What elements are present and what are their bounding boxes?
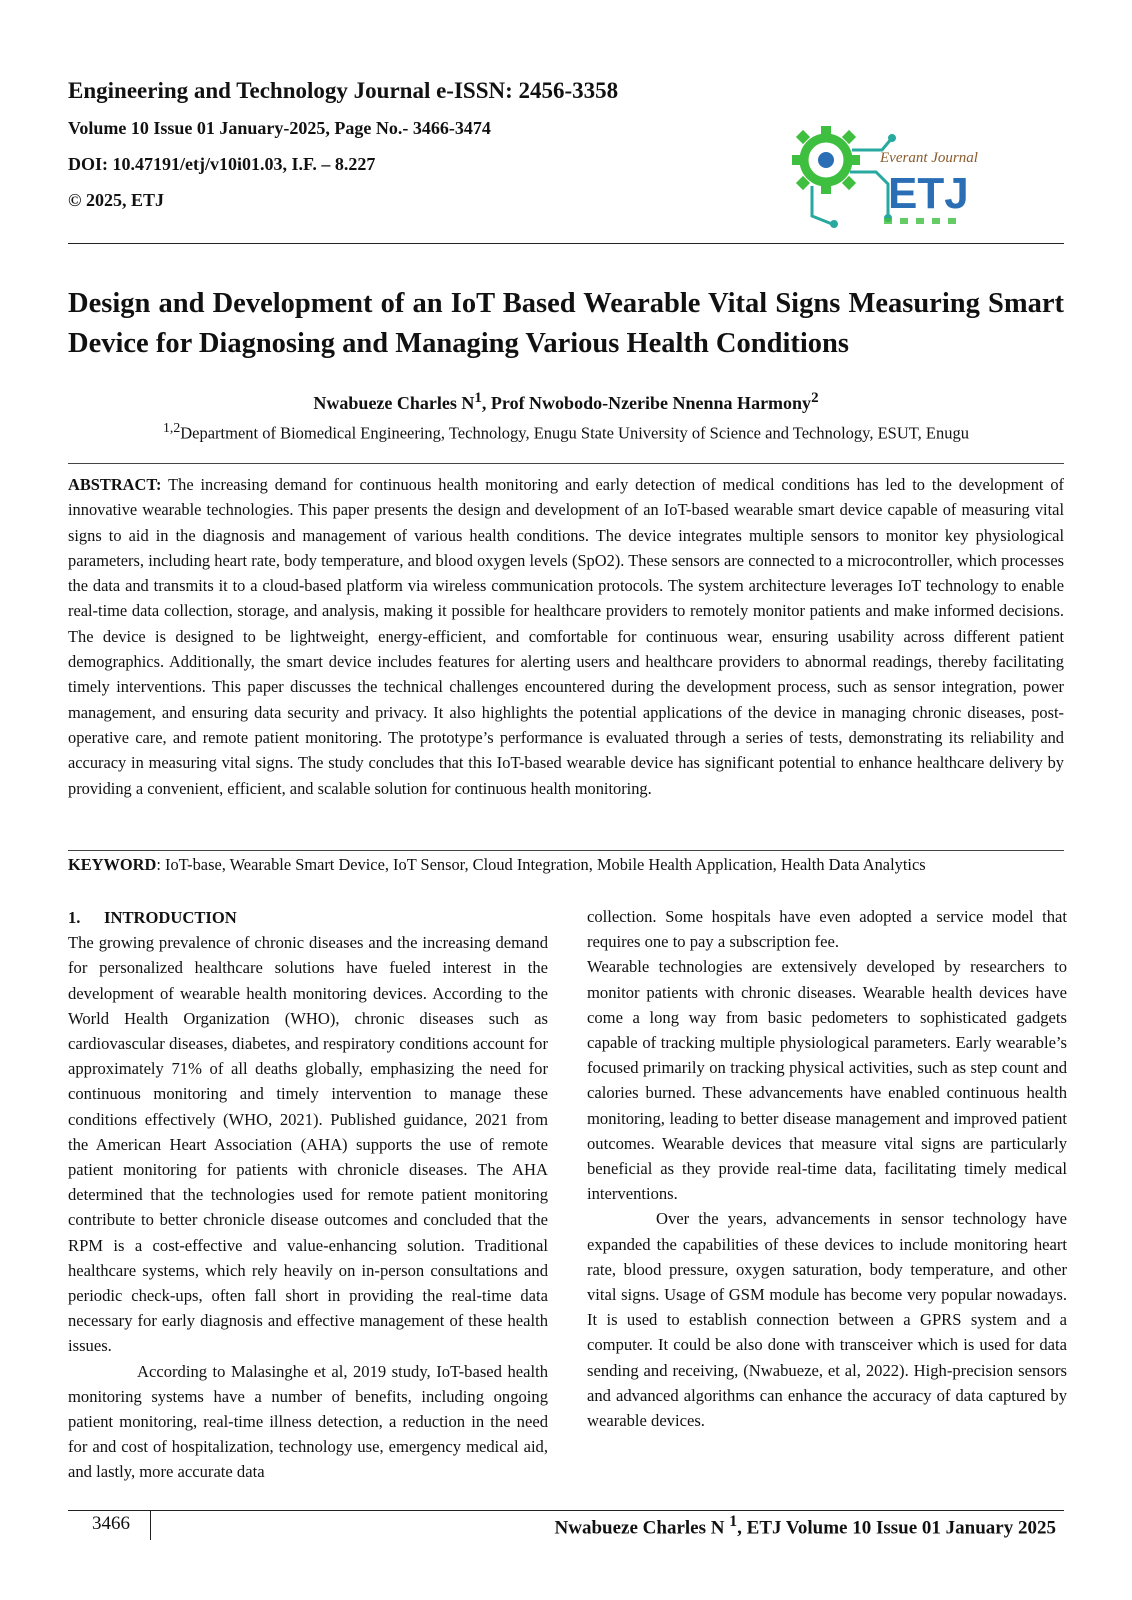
footer-author: Nwabueze Charles N xyxy=(554,1517,730,1539)
section-title: INTRODUCTION xyxy=(104,908,237,927)
etj-logo-icon xyxy=(792,120,1020,232)
intro-paragraph-3: collection. Some hospitals have even adopted a service model that requires one to pay a subscription fee. xyxy=(587,907,1067,952)
keyword-text: : IoT-base, Wearable Smart Device, IoT Sensor, Cloud Integration, Mobile Health Application, Health Data Analytics xyxy=(156,855,926,874)
doi-info: DOI: 10.47191/etj/v10i01.03, I.F. – 8.227 xyxy=(68,154,376,174)
keyword-divider xyxy=(68,850,1064,851)
paper-title: Design and Development of an IoT Based Wearable Vital Signs Measuring Smart Device for Diagnosing and Managing Various Health Conditions xyxy=(68,288,1064,359)
footer-sup: 1 xyxy=(729,1513,738,1530)
affiliation xyxy=(0,420,1132,444)
running-footer xyxy=(555,1513,1056,1539)
footer-separator xyxy=(150,1510,151,1540)
intro-paragraph-5: Over the years, advancements in sensor technology have expanded the capabilities of these devices to include monitoring heart rate, blood pressure, oxygen saturation, body temperature, and other vital signs. Usage of GSM module has become very popular nowadays. It is used to establish connection between a GPRS system and a computer. It could be also done with transceiver which is used for data sending and receiving, (Nwabueze, et al, 2022). High-precision sensors and advanced algorithms can enhance the accuracy of data captured by wearable devices. xyxy=(587,1209,1067,1431)
svg-text:Everant Journal: Everant Journal xyxy=(880,150,978,166)
keyword-label: KEYWORD xyxy=(68,855,157,874)
author-2-sup: 2 xyxy=(811,390,819,406)
header-divider xyxy=(68,243,1064,244)
keywords xyxy=(68,855,1068,875)
copyright: © 2025, ETJ xyxy=(68,190,164,210)
intro-paragraph-1: The growing prevalence of chronic diseases and the increasing demand for personalized healthcare solutions have fueled interest in the development of wearable health monitoring devices. According to the World Health Organization (WHO), chronic diseases such as cardiovascular diseases, diabetes, and respiratory conditions account for approximately 71% of all deaths globally, emphasizing the need for continuous monitoring and timely intervention to manage these conditions effectively (WHO, 2021). Published guidance, 2021 from the American Heart Association (AHA) supports the use of remote patient monitoring for patients with chronicle diseases. The AHA determined that the technologies used for remote patient monitoring contribute to better chronicle disease outcomes and concluded that the RPM is a cost-effective and value-enhancing solution. Traditional healthcare systems, which rely heavily on in-person consultations and periodic check-ups, often fall short in providing the real-time data necessary for early diagnosis and effective management of these health issues. xyxy=(68,933,548,1356)
author-line xyxy=(0,390,1132,414)
abstract xyxy=(68,472,1064,801)
author-sep: , xyxy=(481,393,491,413)
abstract-label: ABSTRACT: xyxy=(68,475,162,494)
intro-paragraph-2: According to Malasinghe et al, 2019 study, IoT-based health monitoring systems have a number of benefits, including ongoing patient monitoring, real-time illness detection, a reduction in the need for and cost of hospitalization, technology use, emergency medical aid, and lastly, more accurate data xyxy=(68,1361,548,1482)
right-column xyxy=(587,904,1067,1433)
section-heading xyxy=(68,905,548,930)
volume-info: Volume 10 Issue 01 January-2025, Page No.- 3466-3474 xyxy=(68,118,491,138)
affiliation-text: Department of Biomedical Engineering, Technology, Enugu State University of Science and Technology, ESUT, Enugu xyxy=(180,423,969,443)
footer-journal: , ETJ Volume 10 Issue 01 January 2025 xyxy=(737,1517,1056,1539)
author-1-sup: 1 xyxy=(474,390,482,406)
journal-header xyxy=(68,78,788,226)
section-number: 1. xyxy=(68,908,81,927)
footer-divider xyxy=(68,1510,1064,1511)
affiliation-sup: 1,2 xyxy=(163,420,181,435)
left-column xyxy=(68,905,548,1485)
abstract-text: The increasing demand for continuous health monitoring and early detection of medical conditions has led to the development of innovative wearable technologies. This paper presents the design and development of an IoT-based wearable smart device capable of measuring vital signs to aid in the diagnosis and management of various health conditions. The device integrates multiple sensors to monitor key physiological parameters, including heart rate, body temperature, and blood oxygen levels (SpO2). These sensors are connected to a microcontroller, which processes the data and transmits it to a cloud-based platform via wireless communication protocols. The system architecture leverages IoT technology to enable real-time data collection, storage, and analysis, making it possible for healthcare providers to remotely monitor patients and make informed decisions. The device is designed to be lightweight, energy-efficient, and comfortable for continuous wear, ensuring usability across different patient demographics. Additionally, the smart device includes features for alerting users and healthcare providers to abnormal readings, thereby facilitating timely interventions. This paper discusses the technical challenges encountered during the development process, such as sensor integration, power management, and ensuring data security and privacy. It also highlights the potential applications of the device in managing chronic diseases, post-operative care, and remote patient monitoring. The prototype’s performance is evaluated through a series of tests, demonstrating its reliability and accuracy in measuring vital signs. The study concludes that this IoT-based wearable device has significant potential to enhance healthcare delivery by providing a convenient, efficient, and scalable solution for continuous health monitoring. xyxy=(68,475,1064,798)
logo-wordmark xyxy=(879,150,978,218)
intro-paragraph-4: Wearable technologies are extensively developed by researchers to monitor patients with chronic diseases. Wearable health devices have come a long way from basic pedometers to sophisticated gadgets capable of tracking multiple physiological parameters. Early wearable’s focused primarily on tracking physical activities, such as step count and calories burned. These advancements have enabled continuous health monitoring, leading to better disease management and improved patient outcomes. Wearable devices that measure vital signs are particularly beneficial as they provide real-time data, facilitating timely medical interventions. xyxy=(587,957,1067,1204)
author-2: Prof Nwobodo-Nzeribe Nnenna Harmony xyxy=(490,393,812,413)
author-1: Nwabueze Charles N xyxy=(313,393,475,413)
svg-text:ETJ: ETJ xyxy=(888,169,969,218)
journal-name: Engineering and Technology Journal e-ISSN: 2456-3358 xyxy=(68,78,619,103)
abstract-top-divider xyxy=(68,463,1064,464)
page-number: 3466 xyxy=(92,1513,130,1534)
